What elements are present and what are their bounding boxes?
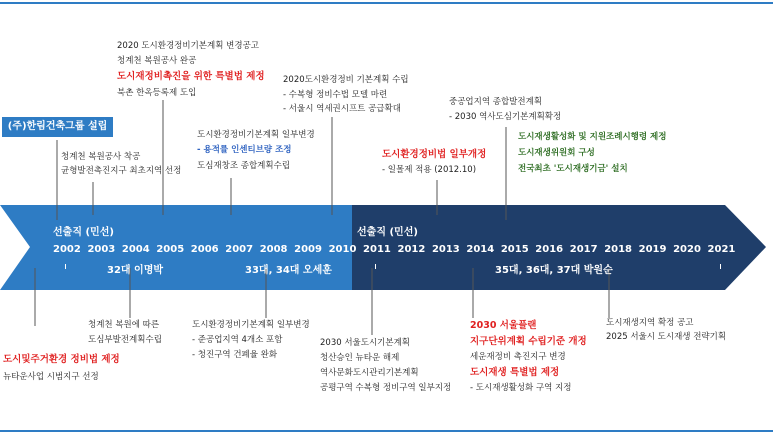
event-below-2004-1: 청계천 복원에 따른: [88, 320, 160, 330]
era1-mayor2: 33대, 34대 오세훈: [245, 265, 332, 276]
event-below-2011-3: 역사문화도시관리기본계획: [320, 368, 419, 378]
event-2003-1: 청계천 복원공사 착공: [61, 152, 141, 162]
event-below-2008-1: 도시환경정비기본계획 일부변경: [192, 320, 310, 330]
event-2007-1: 도시환경정비기본계획 일부변경: [197, 130, 315, 140]
event-below-2008-3: - 청진구역 건폐율 완화: [192, 350, 278, 360]
year-label-2007: 2007: [225, 244, 254, 255]
year-label-2002: 2002: [53, 244, 81, 255]
event-below-2014-2: 지구단위계획 수립기준 개정: [470, 336, 587, 347]
event-2010-1: 2020도시환경정비 기본계획 수립: [283, 75, 409, 85]
year-tick-2021: [720, 264, 721, 269]
event-2012-1: 도시환경정비법 일부개정: [382, 149, 487, 160]
firm-establishment-box: (주)한림건축그룹 설립: [2, 117, 113, 137]
year-tick-2011: [375, 264, 376, 269]
event-below-2014-4: 도시재생 특별법 제정: [470, 367, 560, 378]
year-label-2013: 2013: [431, 244, 460, 255]
event-below-2002-2: 뉴타운사업 시범지구 선정: [3, 372, 99, 382]
year-label-2010: 2010: [328, 244, 357, 255]
event-below-2014-5: - 도시재생활성화 구역 지정: [470, 383, 572, 393]
event-2005-3: 도시재정비촉진을 위한 특별법 제정: [117, 71, 265, 82]
year-label-2021: 2021: [707, 244, 736, 255]
event-2007-3: 도심재창조 종합계획수립: [197, 161, 291, 171]
year-label-2008: 2008: [259, 244, 288, 255]
year-label-2009: 2009: [294, 244, 322, 255]
year-label-2017: 2017: [569, 244, 598, 255]
event-below-2014-3: 세운재정비 촉진지구 변경: [470, 352, 566, 362]
era2-label: 선출직 (민선): [357, 227, 418, 238]
event-2010-2: - 수복형 정비수법 모델 마련: [283, 90, 388, 100]
event-below-2014-1: 2030 서울플랜: [470, 320, 537, 331]
year-label-2015: 2015: [500, 244, 529, 255]
event-below-2004-2: 도심부발전계획수립: [88, 335, 162, 345]
year-label-2019: 2019: [638, 244, 667, 255]
event-2014-2: - 2030 역사도심기본계획확정: [449, 112, 562, 122]
event-2010-3: - 서울시 역세권시프트 공급확대: [283, 104, 401, 114]
event-below-2008-2: - 준공업지역 4개소 포함: [192, 335, 283, 345]
event-below-2018-2: 2025 서울시 도시재생 전략기획: [606, 332, 727, 342]
year-label-2020: 2020: [673, 244, 701, 255]
year-label-2004: 2004: [121, 244, 150, 255]
event-2012-2: - 일몰제 적용 (2012.10): [382, 165, 477, 175]
year-label-2006: 2006: [190, 244, 219, 255]
year-label-2011: 2011: [363, 244, 391, 255]
event-below-2011-2: 청산승인 뉴타운 해제: [320, 353, 400, 363]
year-tick-2002: [65, 264, 66, 269]
event-2015-3: 전국최초 '도시재생기금' 설치: [518, 164, 628, 174]
event-2005-1: 2020 도시환경정비기본계획 변경공고: [117, 41, 259, 51]
year-label-2016: 2016: [535, 244, 564, 255]
event-2005-4: 북촌 한옥등록제 도입: [117, 88, 197, 98]
year-label-2003: 2003: [87, 244, 116, 255]
event-2005-2: 청계천 복원공사 완공: [117, 56, 197, 66]
era1-mayor: 32대 이명박: [107, 265, 164, 276]
event-2015-1: 도시재생활성화 및 지원조례시행령 제정: [518, 132, 667, 142]
era1-label: 선출직 (민선): [53, 227, 114, 238]
event-below-2018-1: 도시재생지역 확정 공고: [606, 318, 694, 328]
era2-mayor: 35대, 36대, 37대 박원순: [495, 265, 613, 276]
event-2007-2: - 용적률 인센티브량 조정: [197, 145, 292, 155]
event-2015-2: 도시재생위원회 구성: [518, 148, 595, 158]
year-label-2014: 2014: [466, 244, 495, 255]
event-2014-1: 중공업지역 종합발전계획: [449, 97, 543, 107]
year-label-2005: 2005: [156, 244, 185, 255]
year-label-2012: 2012: [397, 244, 426, 255]
event-below-2011-1: 2030 서울도시기본계획: [320, 338, 411, 348]
event-below-2011-4: 공평구역 수복형 정비구역 일부지정: [320, 383, 452, 393]
event-2003-2: 균형발전촉진지구 최초지역 선정: [61, 166, 182, 176]
year-label-2018: 2018: [604, 244, 633, 255]
event-below-2002-1: 도시및주거환경 정비법 제정: [3, 354, 120, 365]
